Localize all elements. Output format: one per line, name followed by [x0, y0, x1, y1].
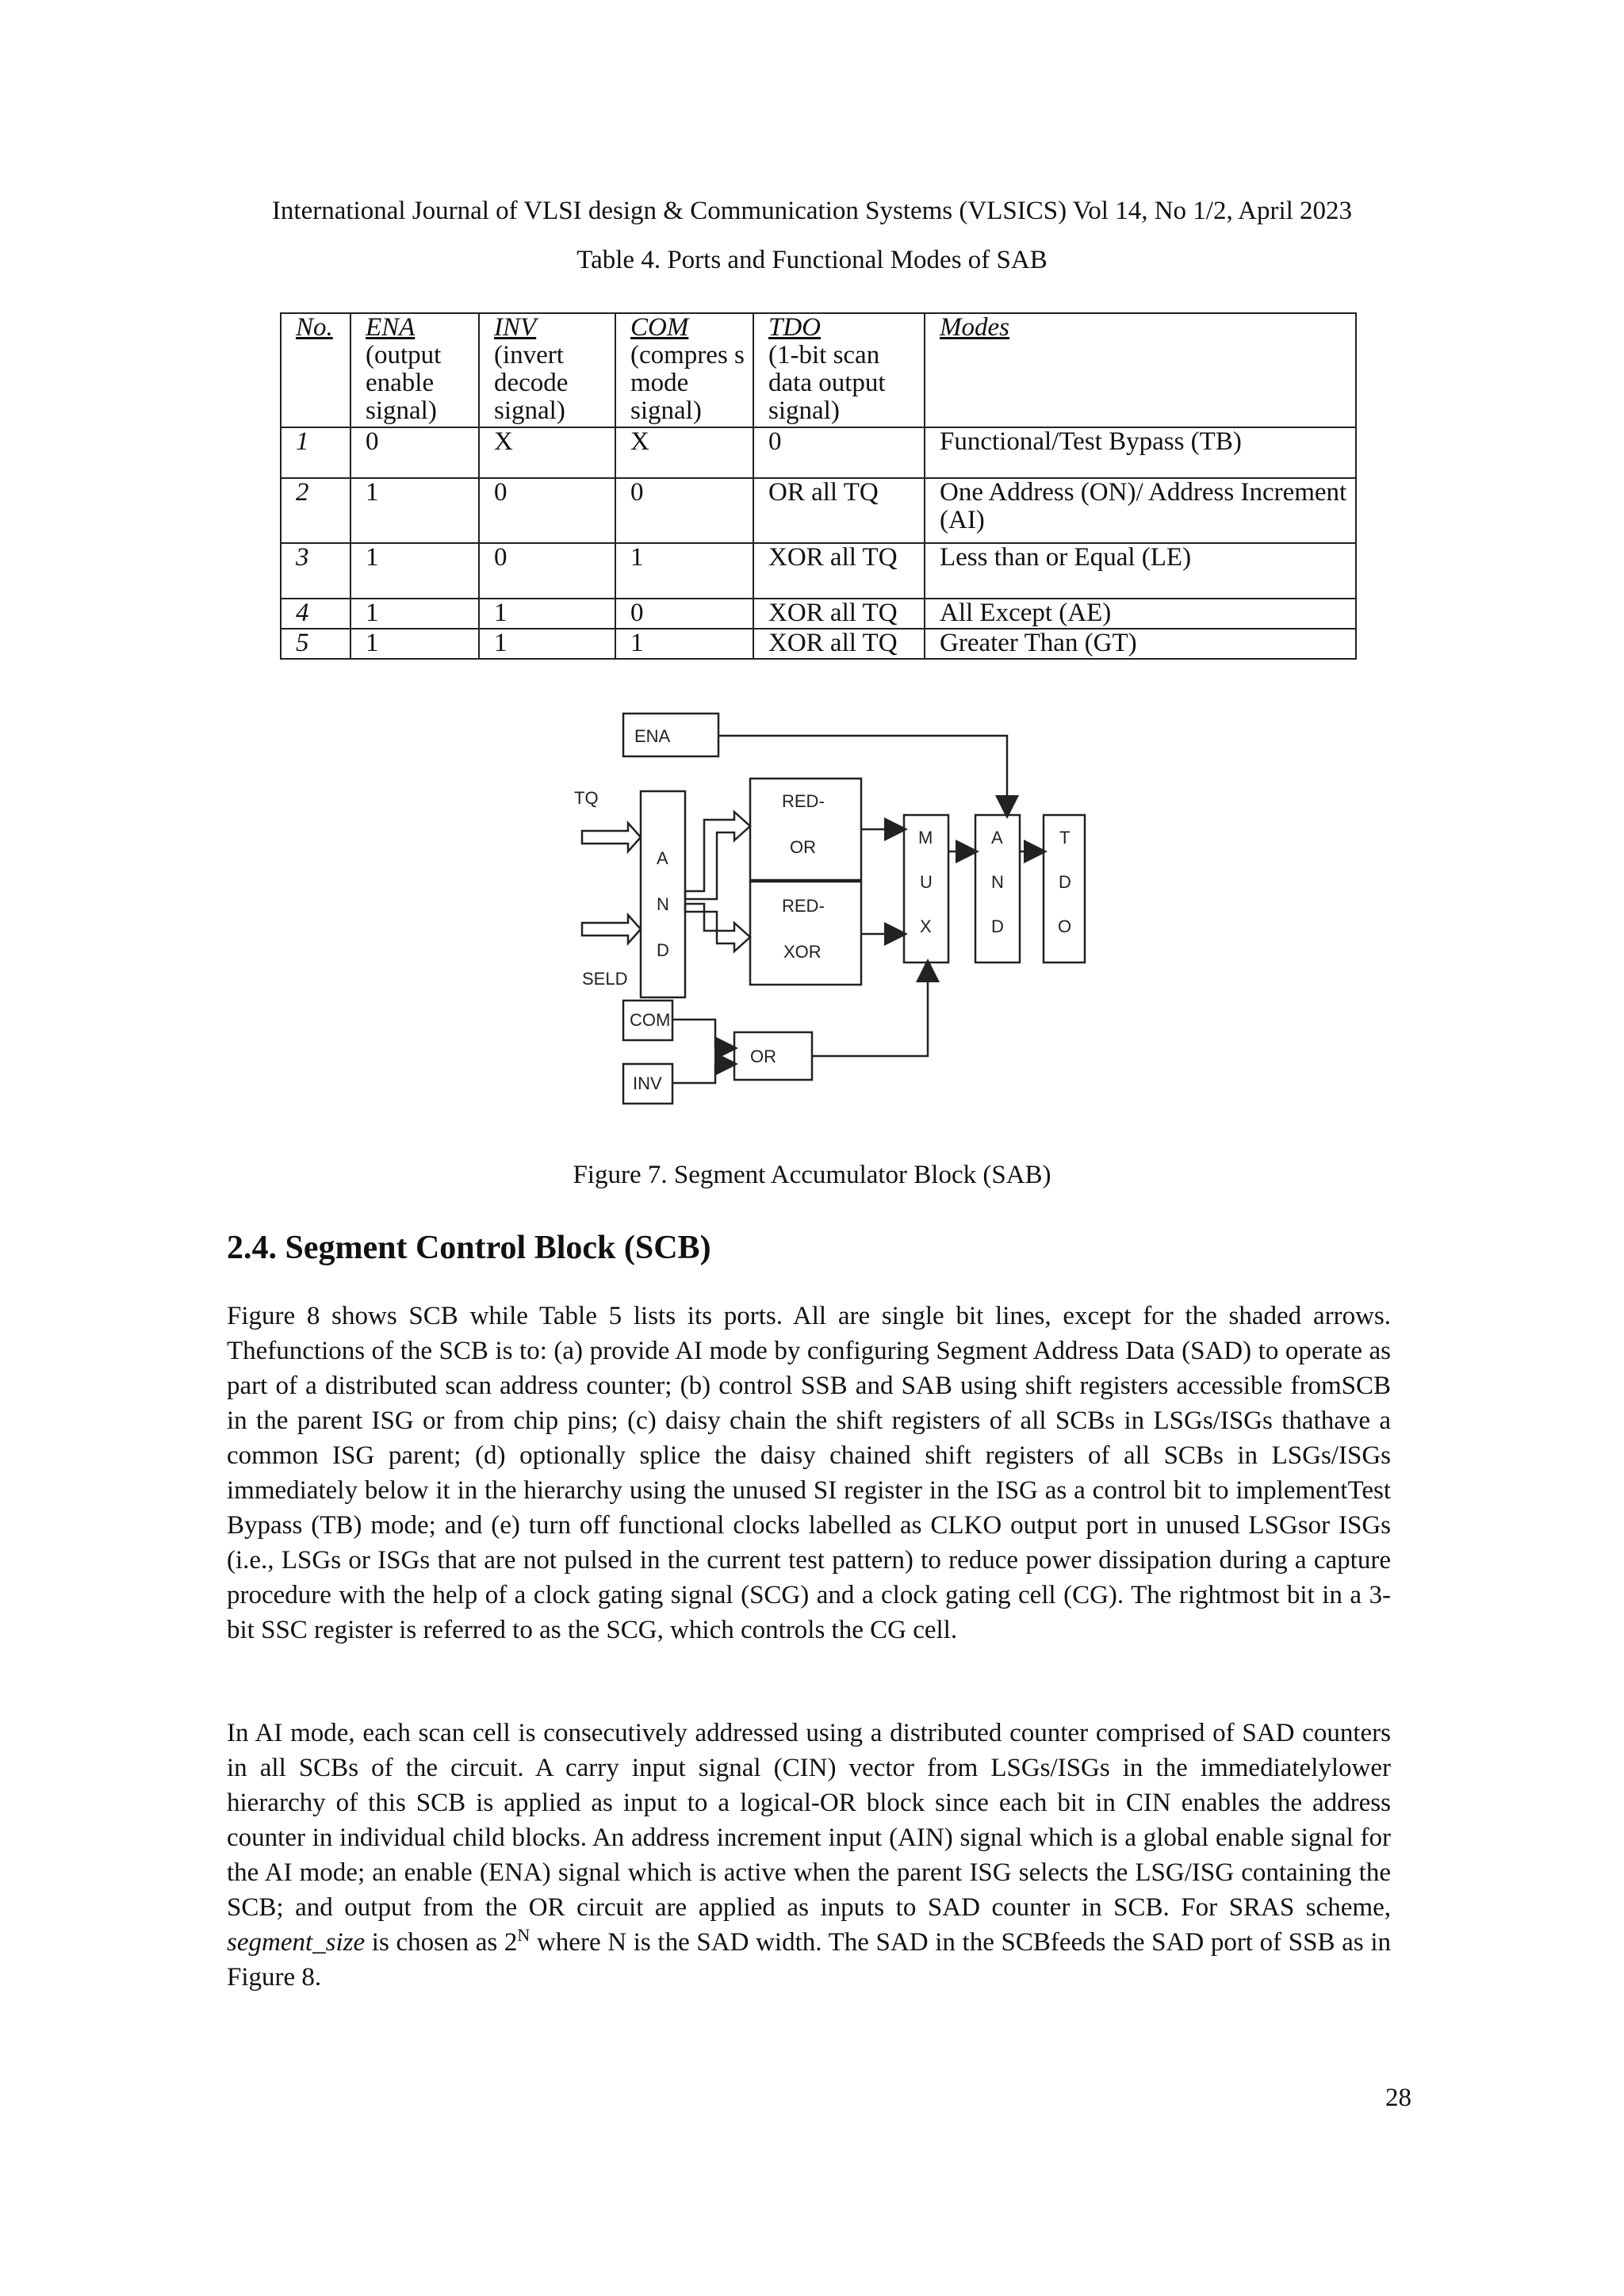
table-row — [281, 599, 1356, 629]
or-mux-wire — [812, 962, 928, 1056]
paragraph: Figure 8 shows SCB while Table 5 lists its ports. All are single bit lines, except for the shaded arrows. Thefunctions of the SCB is to: (a) provide AI mode by configuring Segment Address Data (SAD) to operate as part of a distributed scan address counter; (b) control SSB and SAB using shift registers accessible fromSCB in the parent ISG or from chip pins; (c) daisy chain the shift registers of all SCBs in LSGs/ISGs thathave a common ISG parent; (d) optionally splice the daisy chained shift registers of all SCBs in LSGs/ISGs immediately below it in the hierarchy using the unused SI register in the ISG as a control bit to implementTest Bypass (TB) mode; and (e) turn off functional clocks labelled as CLKO output port in unused LSGsor ISGs (i.e., LSGs or ISGs that are not pulsed in the current test pattern) to reduce power dissipation during a capture procedure with the help of a clock gating signal (SCG) and a clock gating cell (CG). The rightmost bit in a 3-bit SSC register is referred to as the SCG, which controls the CG cell. — [227, 1302, 1391, 1644]
cell-ena: 0 — [350, 427, 479, 478]
tdo-letter: T — [1059, 828, 1071, 848]
header-com: COM (compres s mode signal) — [615, 313, 753, 427]
table-row — [281, 629, 1356, 659]
cell-ena: 1 — [350, 543, 479, 599]
and-out-letter: N — [991, 872, 1004, 892]
split-arrow-xor — [685, 904, 750, 951]
cell-inv: 1 — [479, 599, 615, 629]
cell-no: 4 — [281, 599, 350, 629]
header-modes: Modes — [925, 313, 1356, 427]
split-arrow-or — [685, 812, 750, 899]
mux-letter: U — [920, 872, 933, 892]
and-letter: N — [657, 894, 669, 914]
and-out-letter: A — [991, 828, 1003, 848]
cell-ena: 1 — [350, 599, 479, 629]
tq-arrow — [582, 823, 641, 851]
and-letter: D — [657, 940, 669, 960]
red-or-label: OR — [790, 837, 816, 857]
com-label: COM — [630, 1010, 671, 1030]
table-caption: Table 4. Ports and Functional Modes of SAB — [576, 246, 1048, 274]
mux-letter: X — [920, 916, 932, 936]
tq-label: TQ — [574, 788, 599, 808]
cell-com: 0 — [615, 599, 753, 629]
sab-block-diagram — [555, 701, 1094, 1129]
paragraph: In AI mode, each scan cell is consecutively addressed using a distributed counter comprised of SAD counters in all SCBs of the circuit. A carry input signal (CIN) vector from LSGs/ISGs in the immediatelylower hierarchy of this SCB is applied as input to a logical-OR block since each bit in CIN enables the address counter in individual child blocks. An address increment input (AIN) signal which is a global enable signal for the AI mode; an enable (ENA) signal which is active when the parent ISG selects the LSG/ISG containing the SCB; and output from the OR circuit are applied as inputs to SAD counter in SCB. For SRAS scheme, segment_size is chosen as $2^N$ where N is the SAD width. The SAD in the SCBfeeds the SAD port of SSB as in Figure 8. — [227, 1719, 1391, 1992]
cell-ena: 1 — [350, 629, 479, 659]
mux-letter: M — [918, 828, 933, 848]
and-letter: A — [657, 848, 668, 868]
ena-wire — [718, 736, 1007, 815]
cell-no: 5 — [281, 629, 350, 659]
header-ena: ENA (output enable signal) — [350, 313, 479, 427]
cell-inv: 1 — [479, 629, 615, 659]
figure-caption: Figure 7. Segment Accumulator Block (SAB) — [573, 1161, 1051, 1189]
table-row — [281, 478, 1356, 543]
cell-no: 3 — [281, 543, 350, 599]
section-heading: 2.4. Segment Control Block (SCB) — [227, 1230, 711, 1266]
header-tdo: TDO (1-bit scan data output signal) — [753, 313, 925, 427]
tdo-letter: O — [1058, 916, 1072, 936]
header-inv: INV (invert decode signal) — [479, 313, 615, 427]
seld-label: SELD — [582, 969, 628, 989]
ena-label: ENA — [634, 726, 671, 746]
cell-mode: Less than or Equal (LE) — [925, 543, 1356, 599]
header-no: No. — [281, 313, 350, 427]
page-number: 28 — [1385, 2084, 1411, 2112]
or-label: OR — [750, 1047, 776, 1066]
cell-tdo: XOR all TQ — [753, 629, 925, 659]
red-xor-label: XOR — [783, 942, 822, 962]
cell-mode: Functional/Test Bypass (TB) — [925, 427, 1356, 478]
cell-tdo: OR all TQ — [753, 478, 925, 543]
tdo-letter: D — [1059, 872, 1071, 892]
seld-arrow — [582, 915, 641, 943]
cell-tdo: 0 — [753, 427, 925, 478]
cell-no: 1 — [281, 427, 350, 478]
cell-com: X — [615, 427, 753, 478]
ports-table — [280, 312, 1357, 660]
cell-tdo: XOR all TQ — [753, 543, 925, 599]
inv-label: INV — [633, 1073, 662, 1093]
cell-com: 0 — [615, 478, 753, 543]
inv-or-wire — [672, 1064, 734, 1083]
cell-no: 2 — [281, 478, 350, 543]
com-or-wire — [672, 1020, 734, 1048]
cell-inv: X — [479, 427, 615, 478]
cell-inv: 0 — [479, 543, 615, 599]
red-or-label: RED- — [782, 791, 825, 811]
red-xor-label: RED- — [782, 896, 825, 916]
cell-tdo: XOR all TQ — [753, 599, 925, 629]
cell-inv: 0 — [479, 478, 615, 543]
table-row — [281, 543, 1356, 599]
cell-ena: 1 — [350, 478, 479, 543]
table-row — [281, 427, 1356, 478]
cell-mode: One Address (ON)/ Address Increment (AI) — [925, 478, 1356, 543]
and-out-letter: D — [991, 916, 1004, 936]
cell-com: 1 — [615, 543, 753, 599]
cell-mode: All Except (AE) — [925, 599, 1356, 629]
cell-mode: Greater Than (GT) — [925, 629, 1356, 659]
table-header-row — [281, 313, 1356, 427]
cell-com: 1 — [615, 629, 753, 659]
running-header: International Journal of VLSI design & Communication Systems (VLSICS) Vol 14, No 1/2, April 2023 — [271, 197, 1353, 225]
